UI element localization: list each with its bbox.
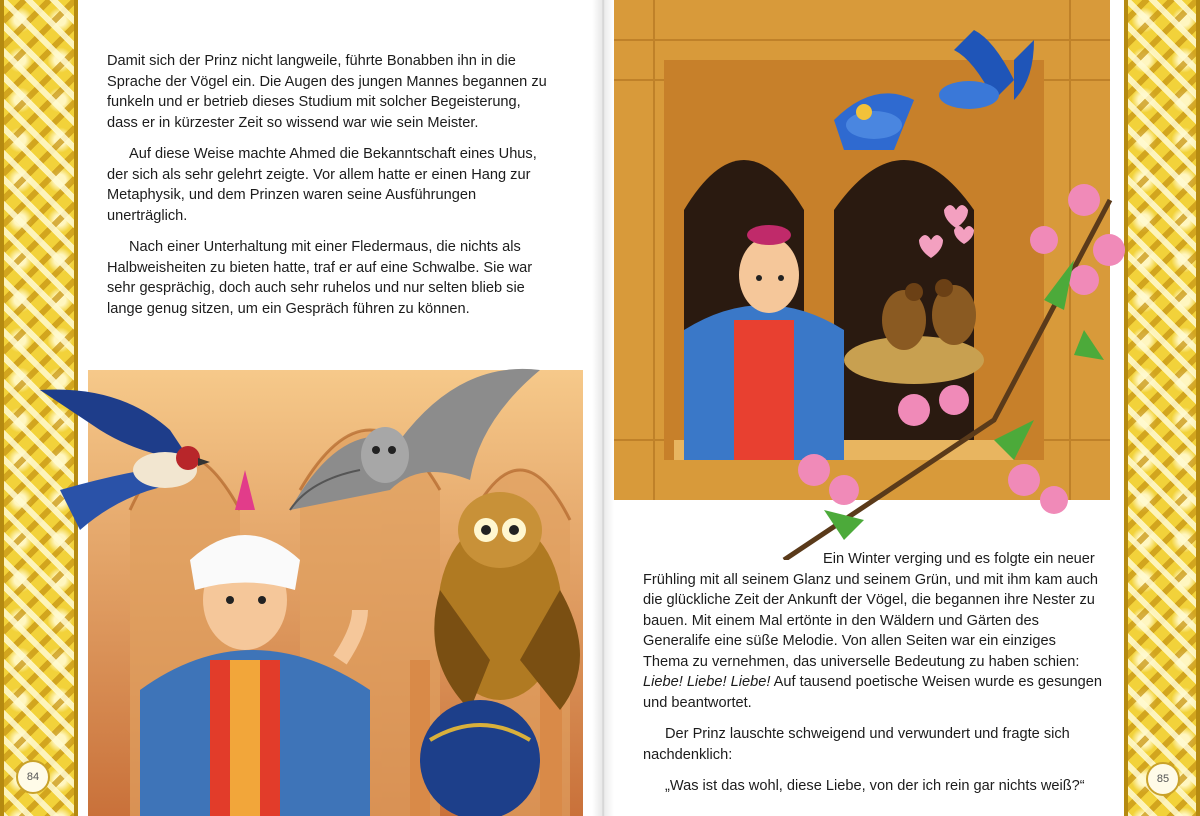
- page-number-left: 84: [16, 760, 50, 794]
- left-paragraph-1: Damit sich der Prinz nicht langweile, führte Bonabben ihn in die Sprache der Vögel ein. Die Augen des jungen Mannes begannen zu funkeln und er betrieb dieses Studium mit solcher Begeisterung, dass er in kürzester Zeit so wissend war wie sein Meister.: [107, 53, 547, 131]
- right-paragraph-2: Der Prinz lauschte schweigend und verwundert und fragte sich nachdenklich:: [643, 726, 1070, 763]
- illustration-prince-at-window: [614, 0, 1144, 560]
- right-paragraph-1-end: Auf tausend poetische Weisen wurde es gesungen und beantwortet.: [643, 674, 1102, 711]
- illustration-prince-with-birds: [40, 360, 600, 816]
- left-paragraph-2: Auf diese Weise machte Ahmed die Bekanntschaft eines Uhus, der sich als sehr gelehrt zeigte. Vor allem hatte er einen Hang zur Metaphysik, und dem Prinzen waren seine Ausführungen unerträglich.: [107, 146, 537, 224]
- right-paragraph-1-lead: Ein Winter verging und es folgte ein: [823, 551, 1054, 567]
- page-number-right: 85: [1146, 762, 1180, 796]
- left-paragraph-3: Nach einer Unterhaltung mit einer Fledermaus, die nichts als Halbweisheiten zu bieten hatte, traf er auf eine Schwalbe. Sie war sehr gesprächig, doch auch sehr ruhelos und nur selten blieb sie lange genug sitzen, um ein Gespräch führen zu können.: [107, 239, 533, 317]
- right-page-text: [643, 549, 1103, 808]
- right-paragraph-3: „Was ist das wohl, diese Liebe, von der ich rein gar nichts weiß?“: [665, 778, 1085, 794]
- right-paragraph-1-rest: neuer Frühling mit all seinem Glanz und seinem Grün, und mit ihm kam auch die glückliche Zeit der Ankunft der Vögel, die begannen ihre Nester zu bauen. Mit einem Mal ertönte in den Wäldern und Gärten des Generalife eine süße Melodie. Von allen Seiten war ein einziges Thema zu vernehmen, das universelle Bedeutung zu haben schien:: [643, 551, 1099, 670]
- right-paragraph-1-italic: Liebe! Liebe! Liebe!: [643, 674, 771, 690]
- right-paragraph-1: [643, 549, 1103, 713]
- left-page-text: [107, 51, 547, 330]
